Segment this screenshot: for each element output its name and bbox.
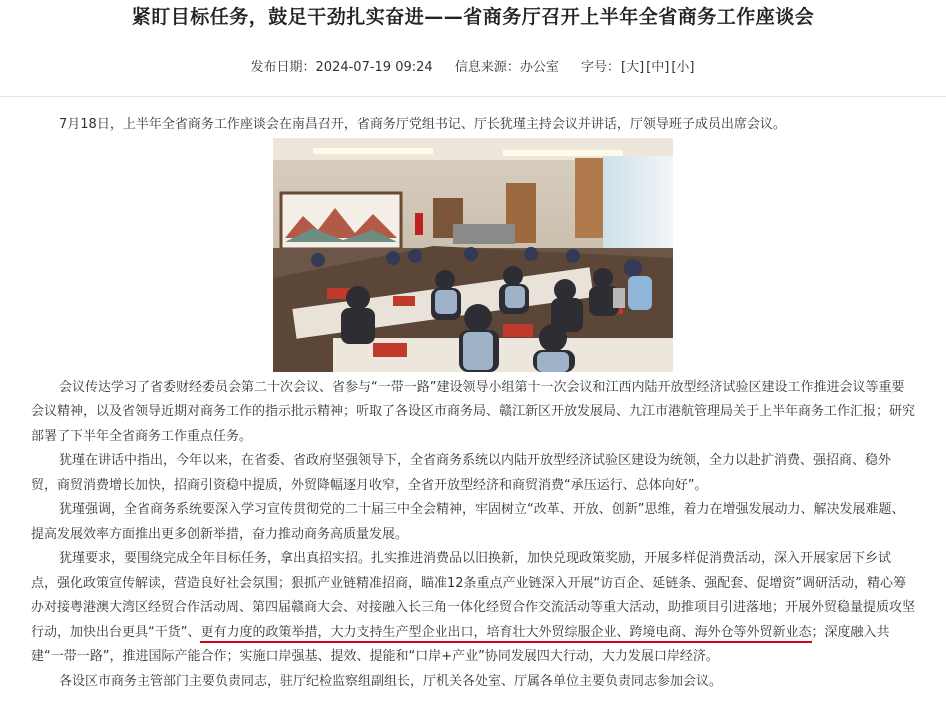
paragraph-3: 犹瑾在讲话中指出，今年以来，在省委、省政府坚强领导下，全省商务系统以内陆开放型经济试验区建设为统领，全力以赴扩消费、强招商、稳外贸，商贸消费增长加快，招商引资稳中提质，外贸降幅逐月收窄，全省开放型经济和商贸消费“承压运行、总体向好”。: [31, 453, 892, 493]
header-divider: [0, 96, 946, 97]
source-value: 办公室: [519, 60, 559, 75]
font-size-label: 字号：: [581, 60, 621, 75]
font-size-switcher: [581, 60, 695, 75]
font-size-medium-link[interactable]: [中]: [646, 60, 670, 75]
font-size-large-link[interactable]: [大]: [621, 60, 645, 75]
source-info: [455, 60, 559, 75]
article-title: 紧盯目标任务，鼓足干劲扎实奋进——省商务厅召开上半年全省商务工作座谈会: [131, 6, 815, 28]
paragraph-5: [31, 547, 916, 670]
source-label: 信息来源：: [454, 60, 520, 75]
meeting-photo-image: [273, 138, 673, 372]
publish-date: 2024-07-19 09:24: [315, 60, 433, 75]
paragraph-2: 会议传达学习了省委财经委员会第二十次会议、省参与“一带一路”建设领导小组第十一次会议和江西内陆开放型经济试验区建设工作推进会议等重要会议精神，以及省领导近期对商务工作的指示批示精神；听取了各设区市商务局、赣江新区开放发展局、九江市港航管理局关于上半年商务工作汇报；研究部署了下半年全省商务工作重点任务。: [31, 379, 916, 444]
paragraph-6: 各设区市商务主管部门主要负责同志，驻厅纪检监察组副组长，厅机关各处室、厅属各单位主要负责同志参加会议。: [59, 673, 723, 689]
paragraph-5-part-1: 犹瑾要求，要围绕完成全年目标任务，拿出真招实招。扎实推进消费品以旧换新，加快兑现政策奖励，开展多样促消费活动，深入开展家居下乡试点，强化政策宣传解读，营造良好社会氛围；狠抓产业链精准招商，瞄准12条重点产业链深入开展“访百企、延链条、强配套、促增资”调研活动，精心筹办对接粤港澳大湾区经贸合作活动周、第四届赣商大会、对接融入长三角一体化经贸合作交流活动等重大活动，助推项目引进落地；开展外贸稳量提质攻坚行动，加快出台更具“干货”、: [31, 551, 916, 640]
paragraph-4: 犹瑾强调，全省商务系统要深入学习宣传贯彻党的二十届三中全会精神，牢固树立“改革、开放、创新”思维，着力在增强发展动力、解决发展难题、提高发展效率方面推出更多创新举措，奋力推动商务高质量发展。: [31, 502, 905, 542]
publish-label: 发布日期：: [250, 60, 316, 75]
paragraph-1: 7月18日，上半年全省商务工作座谈会在南昌召开，省商务厅党组书记、厅长犹瑾主持会议并讲话，厅领导班子成员出席会议。: [59, 117, 786, 132]
meeting-photo: [273, 138, 673, 372]
paragraph-5-highlight: 更有力度的政策举措，大力支持生产型企业出口，培育壮大外贸综服企业、跨境电商、海外仓等外贸新业态: [200, 625, 811, 643]
paragraph-5-part-2: ；深度融入共建“一带一路”，推进国际产能合作；实施口岸强基、提效、提能和“口岸+产业”协同发展四大行动，大力发展口岸经济。: [31, 624, 890, 664]
font-size-small-link[interactable]: [小]: [671, 60, 695, 75]
article-body: [31, 113, 916, 694]
article-meta: [0, 56, 946, 75]
publish-info: [251, 60, 433, 75]
